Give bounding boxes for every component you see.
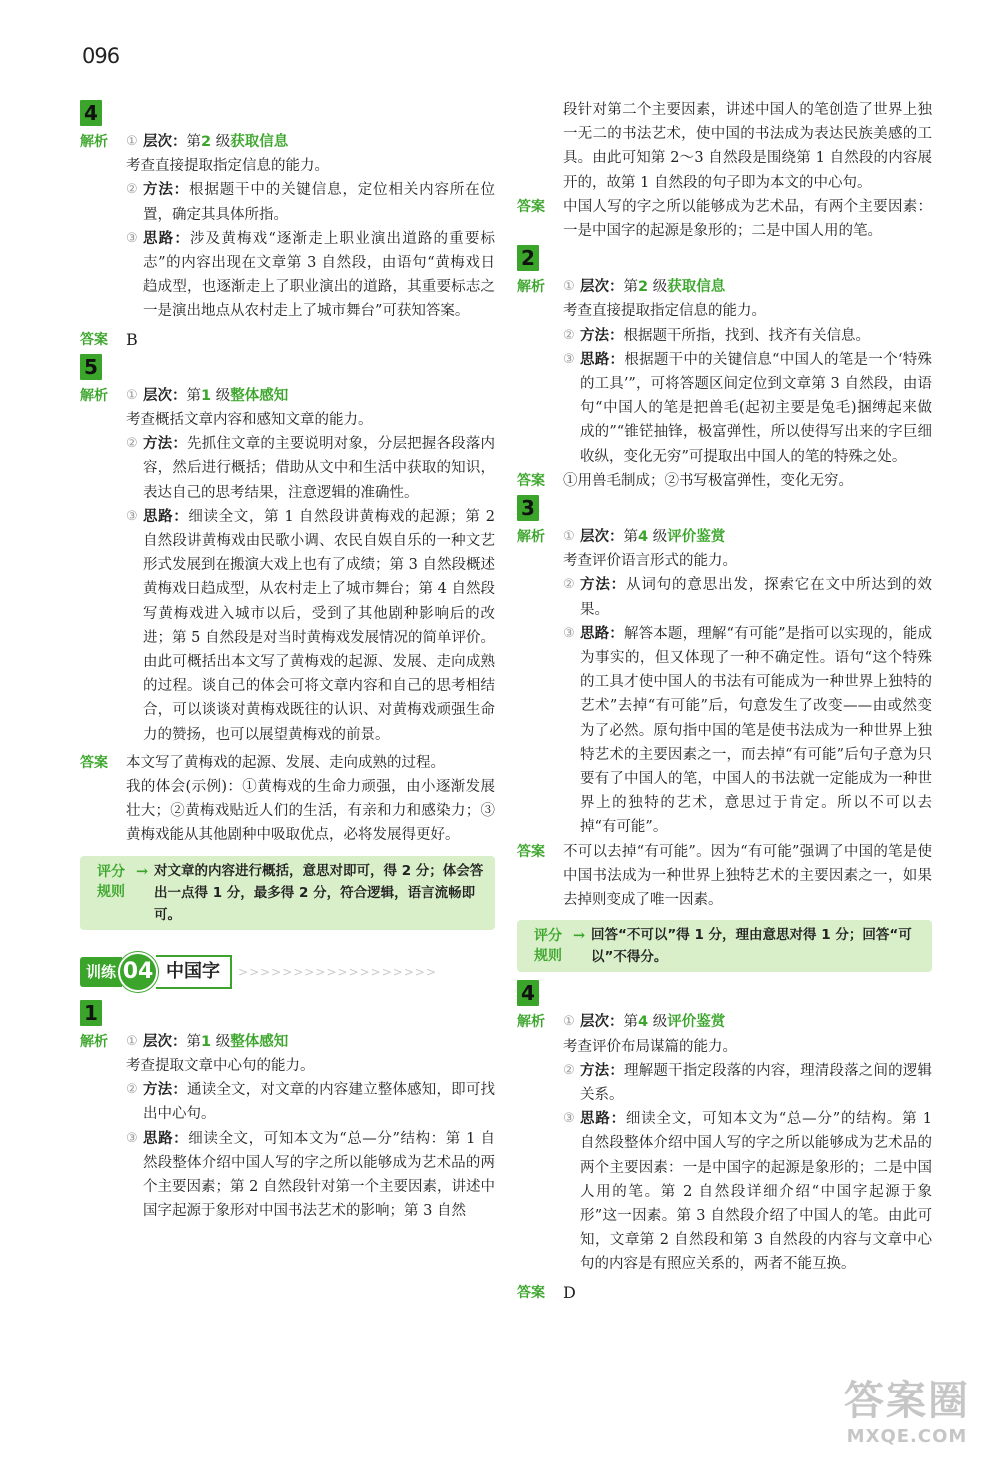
training-arrows: >>>>>>>>>>>>>>>>>>	[238, 964, 437, 979]
method-text: 根据题干所指，找到、找齐有关信息。	[623, 327, 870, 344]
answer-text-2: 我的体会(示例)：①黄梅戏的生命力顽强，由小逐渐发展壮大；②黄梅戏贴近人们的生活，有亲和力和感染力；③黄梅戏能从其他剧种中吸取优点，必将发展得更好。	[126, 779, 495, 844]
level-number: 4	[638, 529, 649, 546]
answer-block	[517, 1281, 932, 1305]
answer-text-1: 本文写了黄梅戏的起源、发展、走向成熟的过程。	[126, 754, 445, 771]
level-prefix: 第	[186, 387, 201, 404]
watermark	[844, 1369, 970, 1447]
method-key: 方法：	[143, 436, 188, 453]
analysis-label: 解析	[80, 387, 108, 404]
level-description: 考查直接提取指定信息的能力。	[126, 158, 329, 175]
continued-text: 段针对第二个主要因素，讲述中国人的笔创造了世界上独一无二的书法艺术，使中国的书法成为表达民族美感的工具。由此可知第 2～3 自然段是围绕第 1 自然段的内容展开的，故第 1 自然段的句子即为本文的中心句。	[563, 102, 932, 191]
level-suffix: 级	[648, 529, 668, 546]
analysis-block	[80, 130, 495, 324]
score-rule-label	[86, 860, 136, 926]
idea-text: 细读全文，可知本文为“总—分”结构：第 1 自然段整体介绍中国人写的字之所以能够成为艺术品的两个主要因素；第 2 自然段针对第一个主要因素，讲述中国字起源于象形对中国书法艺术的影响；第 3 自然	[143, 1130, 495, 1220]
level-key: 层次：	[580, 1014, 624, 1031]
answer-block	[80, 751, 495, 848]
method-text: 理解题干指定段落的内容，理清段落之间的逻辑关系。	[580, 1062, 933, 1103]
right-column	[517, 98, 932, 1305]
analysis-block	[517, 1010, 932, 1276]
circle-2: ②	[126, 182, 138, 198]
level-prefix: 第	[623, 1014, 638, 1031]
answer-label: 答案	[517, 198, 545, 215]
level-key: 层次：	[580, 529, 624, 546]
method-key: 方法：	[143, 182, 190, 199]
score-label-line1: 评分	[97, 863, 125, 880]
question-number: 4	[517, 980, 539, 1006]
level-key: 层次：	[580, 279, 624, 296]
answer-block	[80, 328, 495, 352]
level-prefix: 第	[186, 134, 201, 150]
circle-3: ③	[563, 625, 575, 641]
idea-key: 思路：	[143, 230, 190, 247]
analysis-label: 解析	[80, 134, 108, 150]
question-number: 5	[80, 354, 102, 380]
analysis-label: 解析	[517, 529, 545, 546]
left-column	[80, 98, 495, 1223]
method-key: 方法：	[143, 1082, 188, 1099]
level-suffix: 级	[648, 1014, 668, 1031]
answer-label: 答案	[517, 843, 545, 860]
level-number: 1	[201, 1033, 212, 1050]
circle-2: ②	[563, 327, 575, 343]
circle-3: ③	[126, 1130, 138, 1146]
score-rule-label	[523, 924, 573, 968]
answer-text: D	[563, 1282, 576, 1302]
method-key: 方法：	[580, 1062, 625, 1079]
score-label-line2: 规则	[534, 948, 562, 965]
level-suffix: 级	[211, 1033, 231, 1050]
idea-key: 思路：	[143, 1130, 189, 1147]
circle-1: ①	[563, 279, 575, 295]
analysis-label: 解析	[517, 279, 545, 296]
training-label: 训练	[80, 957, 122, 987]
answer-text: B	[126, 329, 138, 349]
idea-text: 根据题干中的关键信息“中国人的笔是一个‘特殊的工具’”，可将答题区间定位到文章第 3 自然段，由语句“中国人的笔是把兽毛(起初主要是兔毛)捆缚起来做成的”“锥铓抽锋，极富弹性，所以使得写出来的字巨细收纵，变化无穷”可提取出中国人的笔的特殊之处。	[580, 351, 932, 465]
score-rule-box	[80, 856, 495, 930]
idea-key: 思路：	[580, 351, 625, 368]
level-number: 1	[201, 387, 212, 404]
training-title: 中国字	[156, 955, 232, 989]
level-suffix: 级	[211, 134, 231, 150]
level-description: 考查提取文章中心句的能力。	[126, 1057, 315, 1074]
level-name: 获取信息	[667, 279, 726, 296]
answer-text: ①用兽毛制成；②书写极富弹性，变化无穷。	[563, 472, 853, 489]
circle-1: ①	[563, 529, 575, 545]
score-rule-box	[517, 920, 932, 972]
circle-1: ①	[126, 134, 138, 149]
circle-2: ②	[563, 577, 575, 593]
question-number: 1	[80, 1000, 102, 1026]
watermark-logo: 答案圈	[844, 1378, 970, 1424]
analysis-label: 解析	[80, 1033, 108, 1050]
analysis-block	[517, 275, 932, 469]
level-suffix: 级	[211, 387, 231, 404]
watermark-url: MXQE.COM	[846, 1426, 968, 1447]
score-label-line1: 评分	[534, 928, 562, 945]
circle-3: ③	[126, 230, 138, 246]
question-number: 4	[80, 100, 102, 126]
method-text: 通读全文，对文章的内容建立整体感知，即可找出中心句。	[143, 1082, 496, 1123]
method-text: 先抓住文章的主要说明对象，分层把握各段落内容，然后进行概括；借助从文中和生活中获取的知识，表达自己的思考结果，注意逻辑的准确性。	[143, 436, 496, 501]
answer-text: 不可以去掉“有可能”。因为“有可能”强调了中国的笔是使中国书法成为一种世界上独特艺术的主要因素之一，如果去掉则变成了唯一因素。	[563, 843, 932, 909]
analysis-block	[517, 525, 932, 840]
level-name: 获取信息	[230, 134, 289, 150]
arrow-icon: →	[573, 927, 586, 945]
training-number: 04	[118, 952, 158, 992]
method-key: 方法：	[580, 327, 624, 344]
circle-2: ②	[563, 1062, 575, 1078]
idea-text: 解答本题，理解“有可能”是指可以实现的，能成为事实的，但又体现了一种不确定性。语句“这个特殊的工具才使中国人的书法有可能成为一种世界上独特的艺术”去掉“有可能”后，句意发生了改变——由或然变为了必然。原句指中国的笔是使书法成为一种世界上独特艺术的主要因素之一，而去掉“有可能”后句子意为只要有了中国人的笔，中国人的书法就一定能成为一种世界上的独特的艺术，意思过于肯定。所以不可以去掉“有可能”。	[580, 625, 933, 836]
idea-text: 细读全文，第 1 自然段讲黄梅戏的起源；第 2 自然段讲黄梅戏由民歌小调、农民自娱自乐的一种文艺形式发展到在搬演大戏上也有了成绩；第 3 自然段概述黄梅戏日趋成型，从农村走上了城市舞台；第 4 自然段写黄梅戏进入城市以后，受到了其他剧种影响后的改进；第 5 自然段是对当时黄梅戏发展情况的简单评价。由此可概括出本文写了黄梅戏的起源、发展、走向成熟的过程。谈自己的体会可将文章内容和自己的思考相结合，可以谈谈对黄梅戏既往的认识、对黄梅戏顽强生命力的赞扬，也可以展望黄梅戏的前景。	[143, 508, 495, 743]
question-number: 3	[517, 495, 539, 521]
level-name: 评价鉴赏	[667, 529, 726, 546]
circle-2: ②	[126, 1082, 138, 1098]
level-description: 考查评价布局谋篇的能力。	[563, 1038, 737, 1055]
circle-1: ①	[126, 1033, 138, 1049]
score-label-line2: 规则	[97, 883, 125, 900]
level-prefix: 第	[623, 529, 638, 546]
level-name: 评价鉴赏	[667, 1014, 726, 1031]
idea-key: 思路：	[143, 508, 189, 525]
answer-block	[517, 469, 932, 493]
level-description: 考查评价语言形式的能力。	[563, 553, 737, 570]
level-number: 4	[638, 1014, 649, 1031]
analysis-label: 解析	[517, 1014, 545, 1031]
level-name: 整体感知	[230, 387, 289, 404]
idea-key: 思路：	[580, 625, 624, 642]
level-number: 2	[638, 279, 649, 296]
idea-text: 细读全文，可知本文为“总—分”的结构。第 1 自然段整体介绍中国人写的字之所以能够成为艺术品的两个主要因素：一是中国字的起源是象形的；二是中国人用的笔。第 2 自然段详细介绍“中国字起源于象形”这一因素。第 3 自然段介绍了中国人的笔。由此可知，文章第 2 自然段和第 3 自然段的内容与文章中心句的内容是有照应关系的，两者不能互换。	[580, 1111, 932, 1273]
page-number: 096	[82, 44, 120, 68]
level-prefix: 第	[623, 279, 638, 296]
method-text: 根据题干中的关键信息，定位相关内容所在位置，确定其具体所指。	[143, 182, 496, 223]
circle-3: ③	[563, 1111, 575, 1127]
circle-2: ②	[126, 436, 138, 452]
arrow-icon: →	[136, 862, 149, 880]
level-description: 考查直接提取指定信息的能力。	[563, 303, 766, 320]
answer-label: 答案	[80, 754, 108, 771]
method-key: 方法：	[580, 577, 627, 594]
answer-label: 答案	[517, 472, 545, 489]
answer-block	[517, 840, 932, 913]
circle-3: ③	[563, 351, 575, 367]
question-number: 2	[517, 245, 539, 271]
method-text: 从词句的意思出发，探索它在文中所达到的效果。	[580, 577, 933, 618]
idea-text: 涉及黄梅戏“逐渐走上职业演出道路的重要标志”的内容出现在文章第 3 自然段，由语句“黄梅戏日趋成型，也逐渐走上了职业演出的道路，其重要标志之一是演出地点从农村走上了城市舞台”可获知答案。	[143, 230, 496, 320]
level-number: 2	[201, 134, 212, 150]
idea-key: 思路：	[580, 1111, 626, 1128]
level-key: 层次：	[143, 134, 187, 150]
circle-1: ①	[126, 387, 138, 403]
level-key: 层次：	[143, 387, 187, 404]
answer-label: 答案	[80, 331, 108, 348]
level-key: 层次：	[143, 1033, 187, 1050]
continued-block	[517, 98, 932, 195]
score-rule-text: 回答“不可以”得 1 分，理由意思对得 1 分；回答“可以”不得分。	[591, 927, 912, 966]
score-rule-text: 对文章的内容进行概括，意思对即可，得 2 分；体会答出一点得 1 分，最多得 2 分，符合逻辑，语言流畅即可。	[154, 862, 484, 923]
level-name: 整体感知	[230, 1033, 289, 1050]
level-suffix: 级	[648, 279, 668, 296]
answer-block	[517, 195, 932, 243]
training-header	[80, 952, 495, 992]
circle-3: ③	[126, 508, 138, 524]
analysis-block	[80, 1030, 495, 1224]
analysis-block	[80, 384, 495, 747]
level-description: 考查概括文章内容和感知文章的能力。	[126, 412, 373, 429]
level-prefix: 第	[186, 1033, 201, 1050]
answer-text: 中国人写的字之所以能够成为艺术品，有两个主要因素：一是中国字的起源是象形的；二是中国人用的笔。	[563, 198, 932, 240]
answer-label: 答案	[517, 1284, 545, 1301]
circle-1: ①	[563, 1014, 575, 1030]
